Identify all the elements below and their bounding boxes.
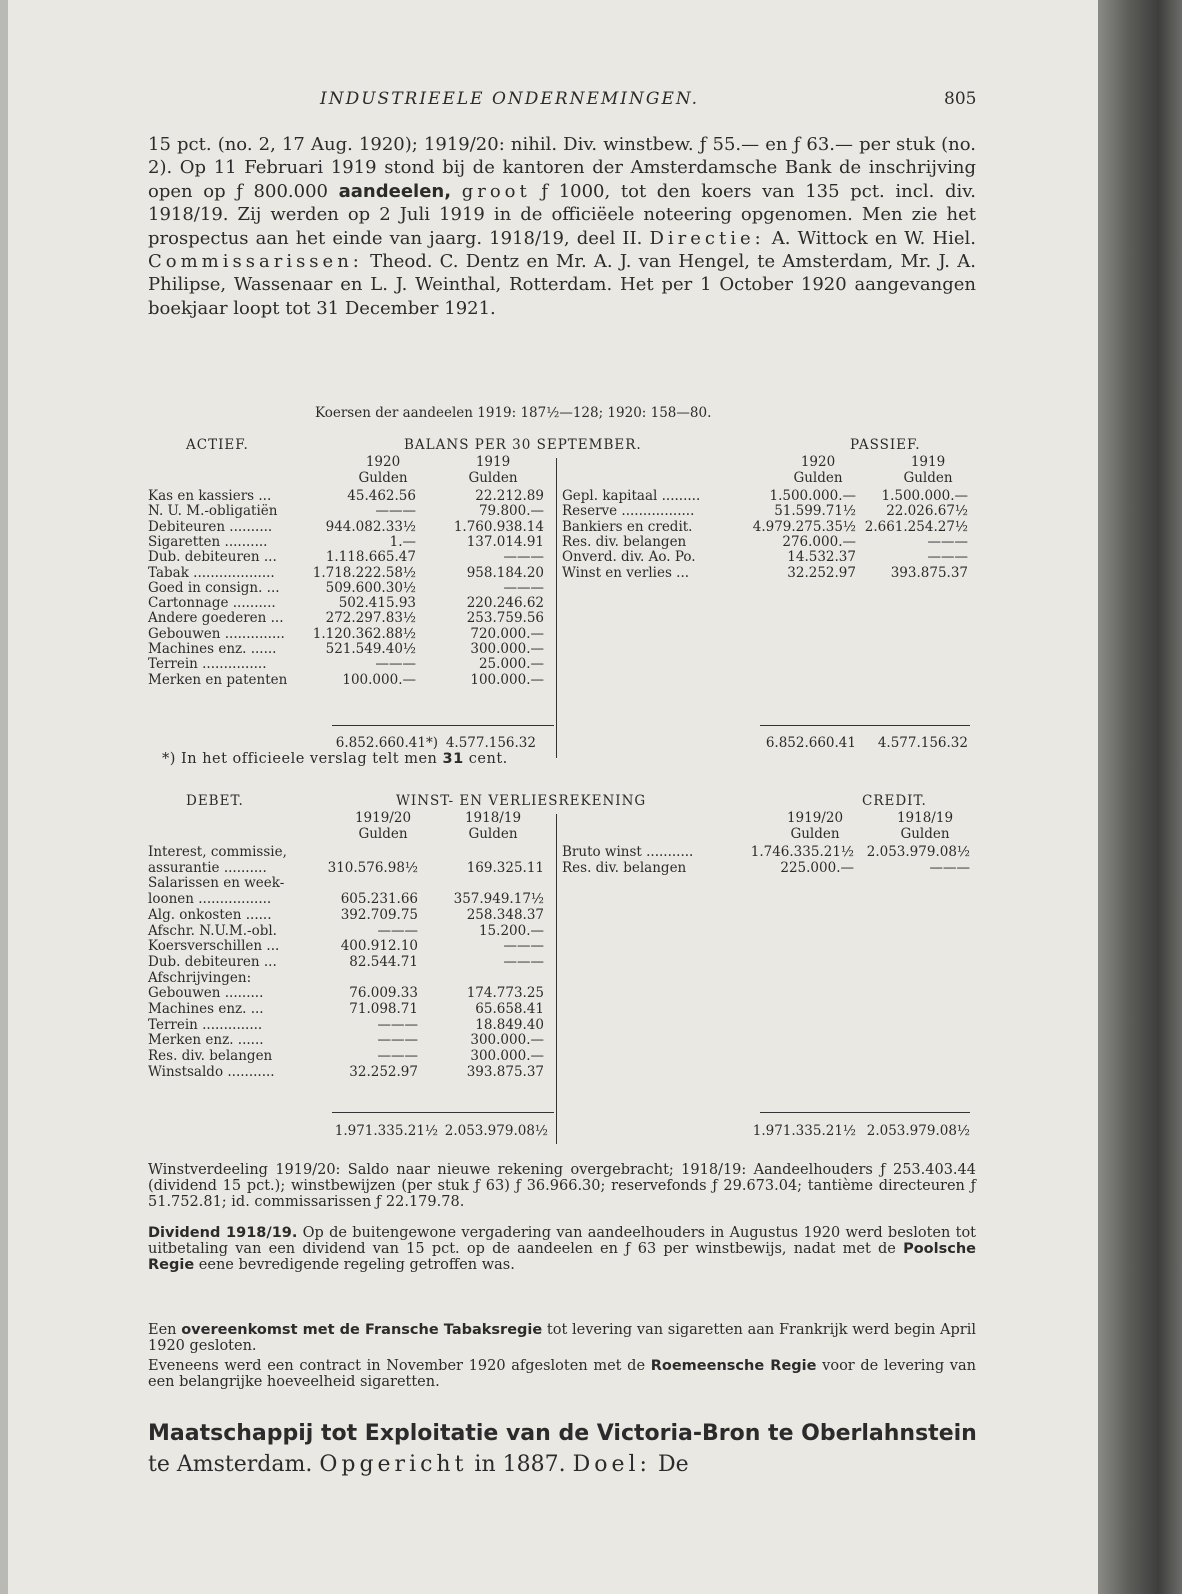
row-value: 100.000.—	[342, 671, 416, 688]
row-value: ———	[927, 533, 968, 550]
row-value: 45.462.56	[347, 488, 416, 504]
row-value: ———	[503, 953, 544, 970]
row-value: ———	[503, 579, 544, 596]
dividend-paragraph: Dividend 1918/19. Op de buitengewone vergadering van aandeelhouders in Augustus 1920 werd besloten tot uitbetaling van een dividend van 15 pct. op de aandeelen en ƒ 63 per winstbewijs, nadat met de Poolsche Regie eene bevredigende regeling getroffen was.	[148, 1225, 976, 1273]
col-unit: Gulden	[468, 470, 518, 486]
row-label: Reserve .................	[562, 503, 695, 520]
row-value: 2.053.979.08½	[866, 844, 970, 860]
row-value: 393.875.37	[466, 1063, 544, 1080]
row-label: Gepl. kapitaal .........	[562, 488, 701, 504]
col-year: 1920	[800, 454, 836, 470]
row-value: 32.252.97	[787, 564, 856, 581]
row-label: Dub. debiteuren ...	[148, 549, 277, 566]
winstverdeeling-note: Winstverdeeling 1919/20: Saldo naar nieuwe rekening overgebracht; 1918/19: Aandeelhouders ƒ 253.403.44 (dividend 15 pct.); winstbewijzen (per stuk ƒ 63) ƒ 36.966.30; reservefonds ƒ 29.673.04; tantième directeuren ƒ 51.752.81; id. commissarissen ƒ 22.179.78.	[148, 1162, 976, 1210]
credit-total-1: 1.971.335.21½	[752, 1123, 856, 1139]
row-value: 22.026.67½	[886, 503, 968, 520]
row-value: 393.875.37	[890, 564, 968, 581]
row-label: Res. div. belangen	[562, 533, 687, 550]
col-year: 1918/19	[464, 810, 522, 826]
actief-heading: ACTIEF.	[186, 437, 249, 453]
directie-label: Directie:	[649, 227, 765, 249]
debet-heading: DEBET.	[186, 793, 244, 809]
row-value: 22.212.89	[475, 488, 544, 504]
col-year: 1919/20	[354, 810, 412, 826]
col-year: 1919	[910, 454, 946, 470]
row-value: 2.661.254.27½	[864, 518, 968, 535]
row-label: Debiteuren ..........	[148, 518, 273, 535]
col-unit: Gulden	[358, 826, 408, 842]
actief-total-1920: 6.852.660.41*)	[335, 735, 438, 751]
row-value: 65.658.41	[475, 1001, 544, 1017]
row-value: 400.912.10	[340, 938, 418, 955]
row-label: Winstsaldo ...........	[148, 1063, 275, 1080]
row-value: 509.600.30½	[325, 579, 416, 596]
row-value: 958.184.20	[466, 564, 544, 581]
overeenkomst-paragraph: Een overeenkomst met de Fransche Tabaksregie tot levering van sigaretten aan Frankrijk werd begin April 1920 gesloten.	[148, 1322, 976, 1354]
col-unit: Gulden	[903, 470, 953, 486]
row-label: Salarissen en week-	[148, 875, 285, 892]
row-value: 25.000.—	[478, 656, 544, 673]
koersen-line: Koersen der aandeelen 1919: 187½—128; 1920: 158—80.	[315, 405, 712, 421]
balans-footnote: *) In het officieele verslag telt men 31 cent.	[162, 751, 508, 767]
row-value: ———	[375, 503, 416, 520]
row-label: Sigaretten ..........	[148, 533, 268, 550]
row-label: Afschrijvingen:	[148, 969, 252, 986]
winst-title: WINST- EN VERLIESREKENING	[396, 793, 647, 809]
row-label: Merken enz. ......	[148, 1032, 264, 1049]
book-binding-edge	[1098, 0, 1182, 1594]
row-label: Interest, commissie,	[148, 844, 287, 860]
col-unit: Gulden	[358, 470, 408, 486]
page-number: 805	[944, 89, 977, 109]
row-value: 14.532.37	[787, 549, 856, 566]
winst-verlies-table	[148, 794, 978, 1144]
col-unit: Gulden	[900, 826, 950, 842]
row-label: Andere goederen ...	[148, 610, 284, 627]
running-header: INDUSTRIEELE ONDERNEMINGEN.	[320, 89, 700, 109]
row-value: 392.709.75	[340, 906, 418, 923]
row-label: Onverd. div. Ao. Po.	[562, 549, 696, 566]
row-value: 174.773.25	[466, 985, 544, 1002]
credit-total-2: 2.053.979.08½	[866, 1123, 970, 1139]
column-divider	[556, 458, 557, 758]
row-label: Res. div. belangen	[148, 1048, 273, 1065]
credit-heading: CREDIT.	[862, 793, 927, 809]
row-label: Bankiers en credit.	[562, 518, 693, 535]
total-rule	[760, 1112, 970, 1113]
row-label: assurantie ..........	[148, 859, 267, 876]
col-unit: Gulden	[793, 470, 843, 486]
row-label: loonen .................	[148, 891, 272, 908]
row-value: 310.576.98½	[327, 859, 418, 876]
row-label: Tabak ...................	[148, 564, 275, 581]
row-label: Afschr. N.U.M.-obl.	[148, 922, 277, 939]
row-label: Merken en patenten	[148, 671, 288, 688]
actief-total-1919: 4.577.156.32	[445, 735, 536, 751]
balans-table	[148, 438, 978, 778]
row-label: Kas en kassiers ...	[148, 488, 272, 504]
row-value: 79.800.—	[478, 503, 544, 520]
col-year: 1919/20	[786, 810, 844, 826]
row-label: Dub. debiteuren ...	[148, 953, 277, 970]
row-label: Terrein ...............	[148, 656, 267, 673]
row-value: 276.000.—	[782, 533, 856, 550]
row-value: 502.415.93	[338, 595, 416, 612]
row-value: 605.231.66	[340, 891, 418, 908]
row-value: 1.120.362.88½	[312, 625, 416, 642]
aandeelen-bold: aandeelen,	[338, 180, 452, 202]
column-divider	[556, 814, 557, 1144]
row-value: 51.599.71½	[774, 503, 856, 520]
col-year: 1919	[475, 454, 511, 470]
row-label: Cartonnage ..........	[148, 595, 276, 612]
row-label: Res. div. belangen	[562, 859, 687, 876]
row-value: ———	[927, 549, 968, 566]
row-value: 300.000.—	[470, 641, 544, 657]
debet-total-2: 2.053.979.08½	[444, 1123, 548, 1139]
row-value: 1.760.938.14	[453, 518, 544, 535]
row-value: 1.500.000.—	[881, 488, 968, 504]
row-label: Machines enz. ...	[148, 1001, 264, 1017]
row-value: 1.746.335.21½	[750, 844, 854, 860]
row-value: ———	[375, 656, 416, 673]
row-value: 4.979.275.35½	[752, 518, 856, 535]
row-label: Gebouwen ..............	[148, 625, 285, 642]
row-value: 137.014.91	[466, 533, 544, 550]
balans-title: BALANS PER 30 SEPTEMBER.	[404, 437, 642, 453]
row-value: ———	[377, 922, 418, 939]
row-value: 1.500.000.—	[769, 488, 856, 504]
row-label: Koersverschillen ...	[148, 938, 280, 955]
row-label: N. U. M.-obligatiën	[148, 503, 278, 520]
row-label: Bruto winst ...........	[562, 844, 694, 860]
row-value: 258.348.37	[466, 906, 544, 923]
passief-total-1919: 4.577.156.32	[877, 735, 968, 751]
col-year: 1918/19	[896, 810, 954, 826]
row-label: Goed in consign. ...	[148, 579, 280, 596]
row-value: 169.325.11	[466, 859, 544, 876]
total-rule	[760, 725, 970, 726]
row-value: 220.246.62	[466, 595, 544, 612]
groot-spaced: groot	[461, 180, 531, 202]
row-label: Machines enz. ......	[148, 641, 277, 657]
dividend-label: Dividend 1918/19.	[148, 1225, 298, 1241]
row-value: 720.000.—	[470, 625, 544, 642]
intro-paragraph: 15 pct. (no. 2, 17 Aug. 1920); 1919/20: nihil. Div. winstbew. ƒ 55.— en ƒ 63.— per stuk (no. 2). Op 11 Februari 1919 stond bij de kantoren der Amsterdamsche Bank de inschrijving open op ƒ 800.000 aandeelen, groot ƒ 1000, tot den koers van 135 pct. incl. div. 1918/19. Zij werden op 2 Juli 1919 in de officiëele noteering opgenomen. Men zie het prospectus aan het einde van jaarg. 1918/19, deel II. Directie: A. Wittock en W. Hiel. Commissarissen: Theod. C. Dentz en Mr. A. J. van Hengel, te Amsterdam, Mr. J. A. Philipse, Wassenaar en L. J. Weinthal, Rotterdam. Het per 1 October 1920 aangevangen boekjaar loopt tot 31 December 1921.	[148, 134, 976, 319]
row-label: Winst en verlies ...	[562, 564, 690, 581]
poolsche-regie: Poolsche Regie	[148, 1241, 976, 1273]
row-value: 300.000.—	[470, 1032, 544, 1049]
row-value: ———	[377, 1048, 418, 1065]
total-rule	[332, 725, 554, 726]
col-unit: Gulden	[468, 826, 518, 842]
row-value: ———	[377, 1016, 418, 1033]
row-value: 71.098.71	[349, 1001, 418, 1017]
row-value: 300.000.—	[470, 1048, 544, 1065]
row-value: 521.549.40½	[325, 641, 416, 657]
row-value: 18.849.40	[475, 1016, 544, 1033]
row-value: 1.—	[389, 533, 416, 550]
row-value: 1.118.665.47	[325, 549, 416, 566]
row-value: 225.000.—	[780, 859, 854, 876]
row-value: ———	[503, 938, 544, 955]
row-label: Terrein ..............	[148, 1016, 263, 1033]
row-value: ———	[503, 549, 544, 566]
debet-total-1: 1.971.335.21½	[334, 1123, 438, 1139]
roemeensch-paragraph: Eveneens werd een contract in November 1920 afgesloten met de Roemeensche Regie voor de levering van een belangrijke hoeveelheid sigaretten.	[148, 1358, 976, 1390]
row-value: 82.544.71	[349, 953, 418, 970]
row-value: 272.297.83½	[325, 610, 416, 627]
passief-total-1920: 6.852.660.41	[765, 735, 856, 751]
row-label: Gebouwen .........	[148, 985, 264, 1002]
row-label: Alg. onkosten ......	[148, 906, 272, 923]
row-value: ———	[377, 1032, 418, 1049]
passief-heading: PASSIEF.	[850, 437, 921, 453]
commissarissen-label: Commissarissen:	[148, 251, 363, 273]
maatschappij-heading: Maatschappij tot Exploitatie van de Victoria-Bron te Oberlahnstein te Amsterdam. Opgericht in 1887. Doel: De	[148, 1421, 977, 1477]
col-unit: Gulden	[790, 826, 840, 842]
row-value: 15.200.—	[478, 922, 544, 939]
row-value: 32.252.97	[349, 1063, 418, 1080]
row-value: 944.082.33½	[325, 518, 416, 535]
total-rule	[332, 1112, 554, 1113]
row-value: 100.000.—	[470, 671, 544, 688]
col-year: 1920	[365, 454, 401, 470]
row-value: ———	[929, 859, 970, 876]
row-value: 1.718.222.58½	[312, 564, 416, 581]
row-value: 253.759.56	[466, 610, 544, 627]
row-value: 76.009.33	[349, 985, 418, 1002]
row-value: 357.949.17½	[453, 891, 544, 908]
